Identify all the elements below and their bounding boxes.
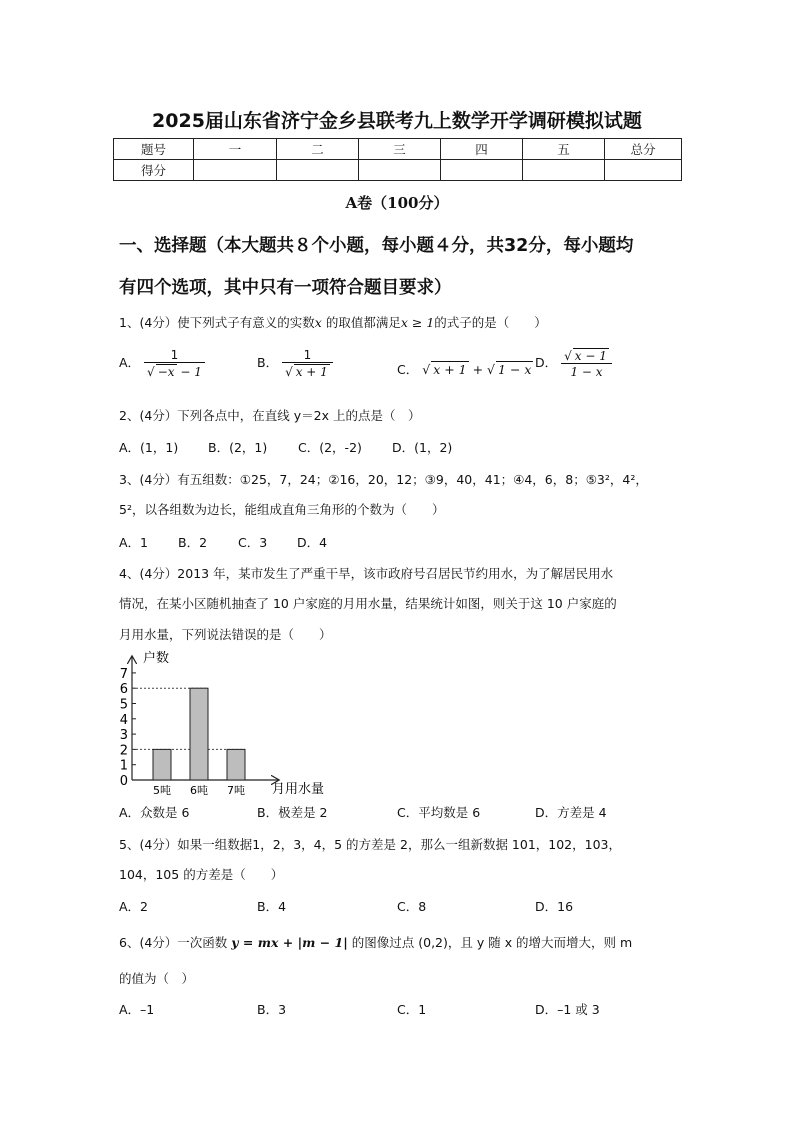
score-header-cell: 总分 — [605, 139, 682, 160]
score-cell[interactable] — [277, 160, 359, 181]
score-header-cell: 五 — [523, 139, 605, 160]
x-tick-label: 7吨 — [227, 784, 245, 797]
radicand: x + 1 — [433, 362, 467, 377]
q2-option-a[interactable]: A．(1，1) — [119, 440, 179, 455]
q6-formula: y = mx + |m − 1| — [231, 935, 348, 950]
score-cell[interactable] — [441, 160, 523, 181]
score-header-cell: 题号 — [114, 139, 194, 160]
score-cell[interactable] — [605, 160, 682, 181]
q5-stem-line2: 104，105 的方差是（ ） — [119, 867, 284, 882]
q6-stem-text: 6、(4分）一次函数 — [119, 935, 228, 950]
q2-option-d[interactable]: D．(1，2) — [392, 440, 453, 455]
q4-stem-line1: 4、(4分）2013 年，某市发生了严重干旱，该市政府号召居民节约用水，为了解居民用水 — [119, 566, 614, 581]
q2-option-c[interactable]: C．(2，-2) — [298, 440, 362, 455]
score-cell[interactable] — [194, 160, 277, 181]
q3-option-d[interactable]: D．4 — [297, 535, 328, 550]
score-table — [113, 138, 682, 181]
score-header-cell: 三 — [359, 139, 441, 160]
x-tick-label: 6吨 — [190, 784, 208, 797]
q3-option-b[interactable]: B．2 — [178, 535, 208, 550]
radicand: x + 1 — [295, 365, 328, 379]
fraction — [144, 348, 205, 379]
numerator: 1 — [170, 348, 179, 362]
score-header-cell: 一 — [194, 139, 277, 160]
numerator: 1 — [303, 348, 312, 362]
q4-option-d[interactable]: D．方差是 4 — [535, 805, 607, 820]
q2-option-b[interactable]: B．(2，1) — [208, 440, 268, 455]
option-expression: √ x + 1 + √ 1 − x — [422, 362, 532, 377]
y-tick-label: 2 — [119, 743, 128, 759]
q4-stem-line3: 月用水量，下列说法错误的是（ ） — [119, 627, 332, 642]
q4-stem-line2: 情况，在某小区随机抽查了 10 户家庭的月用水量，结果统计如图，则关于这 10 户家庭的 — [119, 596, 617, 611]
q1-option-a[interactable] — [119, 348, 205, 379]
q6-stem-line1 — [119, 933, 632, 951]
q5-option-d[interactable]: D．16 — [535, 899, 574, 914]
q6-option-d[interactable]: D．–1 或 3 — [535, 1002, 600, 1017]
option-label: D． — [535, 355, 558, 370]
option-label: A． — [119, 355, 141, 370]
q1-stem — [119, 313, 547, 331]
y-tick-label: 1 — [119, 758, 128, 774]
y-tick-label: 6 — [119, 682, 128, 698]
q3-stem-line1: 3、(4分）有五组数：①25，7，24；②16，20，12；③9，40，41；④4，6，8；⑤3²，4²， — [119, 472, 648, 487]
radicand: 1 − x — [498, 362, 532, 377]
radicand: −x — [157, 365, 175, 379]
score-header-cell: 二 — [277, 139, 359, 160]
page-title: 2025届山东省济宁金乡县联考九上数学开学调研模拟试题 — [152, 110, 642, 132]
score-cell[interactable] — [523, 160, 605, 181]
q1-stem-tail: 的式子的是（ ） — [434, 315, 547, 330]
bar-6吨 — [190, 688, 208, 780]
q6-option-a[interactable]: A．–1 — [119, 1002, 155, 1017]
score-table-score-row — [114, 160, 682, 181]
radicand: x − 1 — [574, 349, 607, 363]
score-header-cell: 四 — [441, 139, 523, 160]
q5-option-b[interactable]: B．4 — [257, 899, 287, 914]
score-table-header-row — [114, 139, 682, 160]
y-tick-label: 7 — [119, 666, 128, 682]
q1-stem-text: 1、(4分）使下列式子有意义的实数 — [119, 315, 315, 330]
bar-5吨 — [153, 749, 171, 780]
x-tick-label: 5吨 — [153, 784, 171, 797]
score-row-label: 得分 — [114, 160, 194, 181]
plus-sign: + — [468, 362, 488, 377]
denominator-tail: − 1 — [176, 365, 202, 379]
x-axis-label: 月用水量 — [272, 782, 325, 797]
q6-stem-tail: 的图像过点 (0,2)，且 y 随 x 的增大而增大，则 m — [351, 935, 633, 950]
part-title: A卷（100分） — [345, 194, 449, 212]
q6-option-c[interactable]: C．1 — [397, 1002, 427, 1017]
q3-stem-line2: 5²，以各组数为边长，能组成直角三角形的个数为（ ） — [119, 502, 445, 517]
q3-option-a[interactable]: A．1 — [119, 535, 149, 550]
q5-stem-line1: 5、(4分）如果一组数据1，2，3，4，5 的方差是 2，那么一组新数据 101，102，103， — [119, 837, 621, 852]
numerator: √ x − 1 — [564, 349, 607, 363]
q6-option-b[interactable]: B．3 — [257, 1002, 287, 1017]
y-tick-label: 4 — [119, 712, 128, 728]
bar-7吨 — [227, 749, 245, 780]
q4-option-c[interactable]: C．平均数是 6 — [397, 805, 481, 820]
q1-option-c[interactable] — [397, 360, 533, 378]
q1-stem-mid: 的取值都满足 — [321, 315, 401, 330]
q5-option-c[interactable]: C．8 — [397, 899, 427, 914]
score-cell[interactable] — [359, 160, 441, 181]
q3-option-c[interactable]: C．3 — [238, 535, 268, 550]
q4-option-b[interactable]: B．极差是 2 — [257, 805, 328, 820]
q5-option-a[interactable]: A．2 — [119, 899, 149, 914]
q4-option-a[interactable]: A．众数是 6 — [119, 805, 190, 820]
fraction — [561, 348, 612, 379]
option-label: C． — [397, 362, 419, 377]
q2-stem: 2、(4分）下列各点中，在直线 y＝2x 上的点是（ ） — [119, 408, 421, 423]
section-heading-line2: 有四个选项，其中只有一项符合题目要求） — [119, 278, 452, 298]
y-tick-label: 0 — [119, 774, 128, 789]
q1-condition: x ≥ 1 — [400, 315, 435, 330]
q1-option-d[interactable] — [535, 348, 612, 379]
denominator: √ −x − 1 — [144, 362, 205, 379]
fraction — [282, 348, 333, 379]
q1-option-b[interactable] — [257, 348, 333, 379]
water-usage-bar-chart — [112, 645, 342, 800]
section-heading-line1: 一、选择题（本大题共８个小题，每小题４分，共32分，每小题均 — [119, 236, 634, 256]
y-axis-label: 户数 — [143, 651, 170, 666]
y-tick-label: 3 — [119, 728, 128, 744]
q1-var: x — [314, 315, 322, 330]
denominator: 1 − x — [561, 363, 612, 379]
option-label: B． — [257, 355, 279, 370]
q6-stem-line2: 的值为（ ） — [119, 971, 195, 986]
y-tick-label: 5 — [119, 697, 128, 713]
denominator: √ x + 1 — [282, 362, 333, 379]
